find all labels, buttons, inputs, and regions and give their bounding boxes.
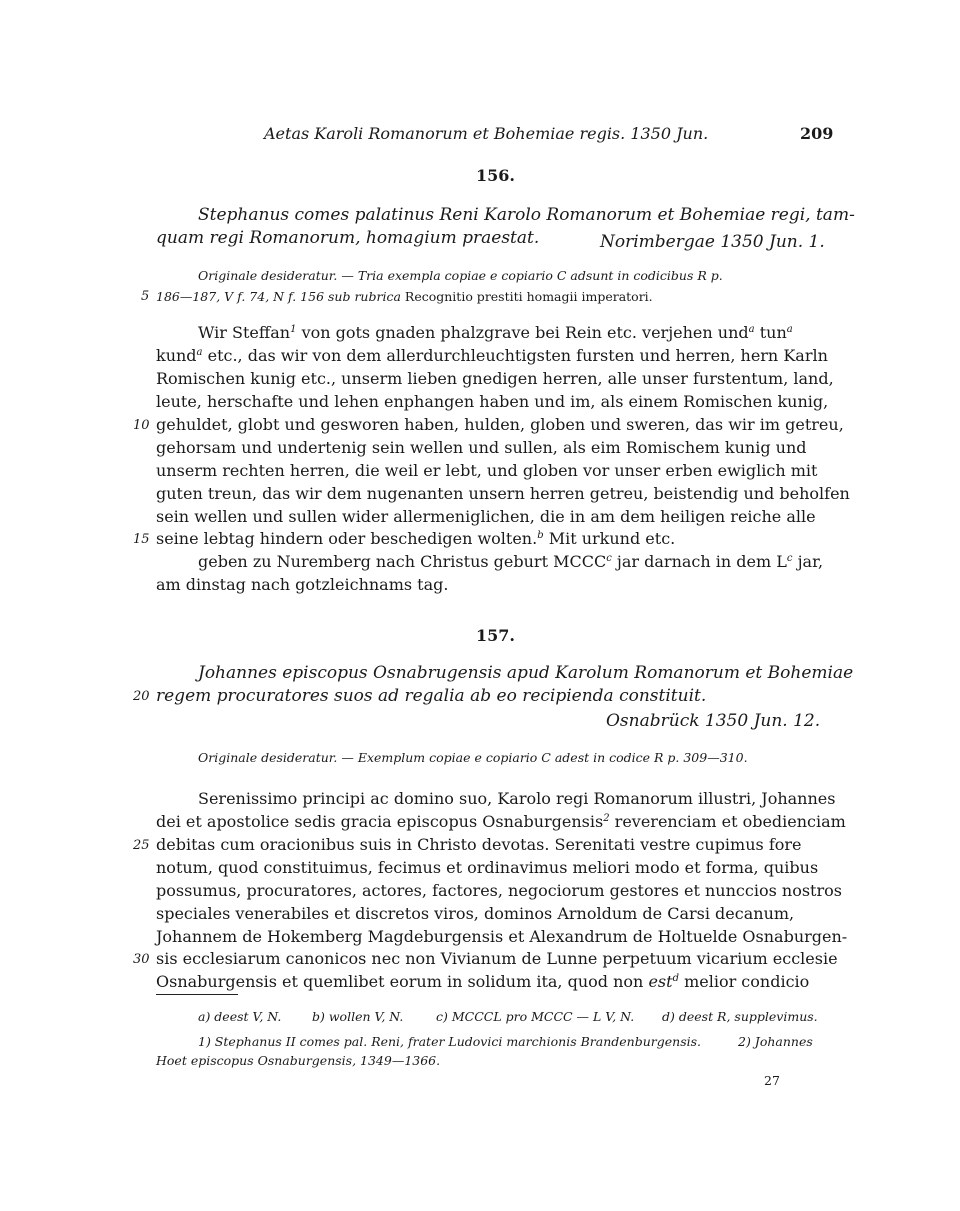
footnote-1: 1) Stephanus II comes pal. Reni, frater Ludovici marchionis Brandenburgensis. bbox=[198, 1034, 702, 1049]
footnote-d: d) deest R, supplevimus. bbox=[662, 1009, 818, 1024]
text-156-line-11: geben zu Nuremberg nach Christus geburt MCCC$^c$ jar darnach in dem $L^c$ jar, bbox=[198, 552, 824, 571]
source-note-156-line-1: Originale desideratur. — Tria exempla copiae e copiario C adsunt in codicibus R p. bbox=[198, 268, 723, 283]
document-number-157: 157. bbox=[476, 626, 515, 645]
text-157-line-2: dei et apostolice sedis gracia episcopus Osnaburgensis$^2$ reverenciam et obedienciam bbox=[156, 812, 846, 831]
footnote-ref-c: c bbox=[606, 553, 612, 564]
page-number: 209 bbox=[800, 124, 834, 143]
text-157-line-1: Serenissimo principi ac domino suo, Karolo regi Romanorum illustri, Johannes bbox=[198, 789, 836, 808]
source-note-157: Originale desideratur. — Exemplum copiae e copiario C adest in codice R p. 309—310. bbox=[198, 750, 748, 765]
text-156-line-9: sein wellen und sullen wider allermeniglichen, die in am dem heiligen reiche alle bbox=[156, 507, 816, 526]
source-note-156-line-2 bbox=[156, 289, 653, 304]
footnote-ref-a: a bbox=[748, 324, 755, 335]
text-156-line-2: kund$^a$ etc., das wir von dem allerdurchleuchtigsten fursten und herren, hern Karln bbox=[156, 346, 828, 365]
footnote-ref-c: c bbox=[786, 553, 793, 564]
footnote-ref-b: b bbox=[537, 530, 544, 541]
regest-156-line-2: quam regi Romanorum, homagium praestat. bbox=[156, 228, 540, 248]
footnote-ref-2: 2 bbox=[603, 813, 610, 824]
text-157-line-9: Osnaburgensis et quemlibet eorum in solidum ita, quod non est$^d$ melior condicio bbox=[156, 972, 810, 991]
document-number-156: 156. bbox=[476, 166, 515, 185]
text-156-line-1: Wir Steffan$^1$ von gots gnaden phalzgrave bei Rein etc. verjehen und$^a$ tun$^a$ bbox=[198, 323, 793, 342]
regest-157-line-1: Johannes episcopus Osnabrugensis apud Karolum Romanorum et Bohemiae bbox=[198, 663, 854, 683]
text-156-line-5: gehuldet, globt und gesworen haben, hulden, globen und sweren, das wir im getreu, bbox=[156, 415, 844, 434]
text-157-line-6: speciales venerabiles et discretos viros, dominos Arnoldum de Carsi decanum, bbox=[156, 904, 795, 923]
signature-mark: 27 bbox=[764, 1073, 780, 1088]
text-156-line-4: leute, herschafte und lehen enphangen haben und im, als einem Romischen kunig, bbox=[156, 392, 829, 411]
text-156-line-3: Romischen kunig etc., unserm lieben gnedigen herren, alle unser furstentum, land, bbox=[156, 369, 834, 388]
footnote-ref-a: a bbox=[786, 324, 793, 335]
footnote-2-line-2: Hoet episcopus Osnaburgensis, 1349—1366. bbox=[156, 1053, 441, 1068]
text-157-line-8: sis ecclesiarum canonicos nec non Vivianum de Lunne perpetuum vicarium ecclesie bbox=[156, 949, 838, 968]
text-157-line-5: possumus, procuratores, actores, factores, negociorum gestores et nunccios nostros bbox=[156, 881, 842, 900]
line-number-30: 30 bbox=[133, 952, 150, 967]
text-156-line-12: am dinstag nach gotzleichnams tag. bbox=[156, 575, 449, 594]
text-156-line-7: unserm rechten herren, die weil er lebt, und globen vor unser erben ewiglich mit bbox=[156, 461, 818, 480]
line-number-10: 10 bbox=[133, 418, 150, 433]
footnote-ref-1: 1 bbox=[290, 324, 297, 335]
footnote-2-start: 2) Johannes bbox=[738, 1034, 813, 1049]
footnote-rule bbox=[156, 994, 238, 995]
line-number-20: 20 bbox=[133, 689, 150, 704]
footnote-ref-a: a bbox=[196, 347, 203, 358]
text-157-line-4: notum, quod constituimus, fecimus et ordinavimus meliori modo et forma, quibus bbox=[156, 858, 819, 877]
source-note-156-sigla: 186—187, V f. 74, N f. 156 sub rubrica bbox=[156, 289, 401, 304]
text-156-line-6: gehorsam und undertenig sein wellen und sullen, als eim Romischem kunig und bbox=[156, 438, 807, 457]
text-156-line-8: guten treun, das wir dem nugenanten unsern herren getreu, beistendig und beholfen bbox=[156, 484, 850, 503]
place-date-156: Norimbergae 1350 Jun. 1. bbox=[600, 232, 825, 252]
regest-157-line-2: regem procuratores suos ad regalia ab eo recipienda constituit. bbox=[156, 686, 707, 706]
footnote-ref-d: d bbox=[672, 973, 679, 984]
place-date-157: Osnabrück 1350 Jun. 12. bbox=[606, 711, 821, 731]
text-157-line-7: Johannem de Hokemberg Magdeburgensis et Alexandrum de Holtuelde Osnaburgen- bbox=[156, 927, 848, 946]
running-title: Aetas Karoli Romanorum et Bohemiae regis. 1350 Jun. bbox=[264, 124, 709, 143]
line-number-15: 15 bbox=[133, 532, 150, 547]
footnote-b: b) wollen V, N. bbox=[312, 1009, 404, 1024]
line-number-25: 25 bbox=[133, 838, 150, 853]
footnote-c: c) MCCCL pro MCCC — L V, N. bbox=[436, 1009, 635, 1024]
line-number-5: 5 bbox=[141, 289, 150, 304]
regest-156-line-1: Stephanus comes palatinus Reni Karolo Romanorum et Bohemiae regi, tam- bbox=[198, 205, 855, 225]
text-156-line-10: seine lebtag hindern oder beschedigen wolten.$^b$ Mit urkund etc. bbox=[156, 529, 676, 548]
text-157-line-3: debitas cum oracionibus suis in Christo devotas. Serenitati vestre cupimus fore bbox=[156, 835, 802, 854]
source-note-156-rubric: Recognitio prestiti homagii imperatori. bbox=[404, 289, 653, 304]
footnote-a: a) deest V, N. bbox=[198, 1009, 282, 1024]
